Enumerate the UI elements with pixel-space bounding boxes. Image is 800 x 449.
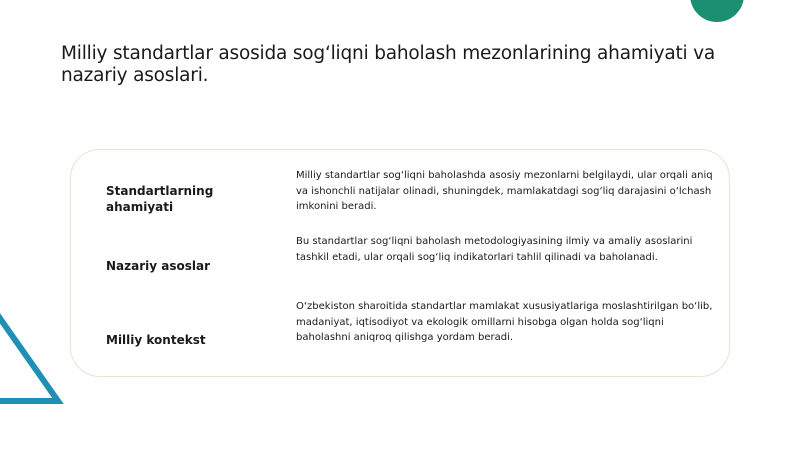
row-heading-standards-importance: Standartlarning ahamiyati bbox=[106, 184, 214, 214]
decorative-triangle bbox=[0, 280, 70, 410]
row-heading-national-context: Milliy kontekst bbox=[106, 333, 206, 347]
row-text-theoretical-basis: Bu standartlar sog‘liqni baholash metodologiyasining ilmiy va amaliy asoslarini tashkil etadi, ular orqali sog‘liq indikatorlari tahlil qilinadi va baholanadi. bbox=[296, 236, 693, 263]
row-text-national-context: O‘zbekiston sharoitida standartlar mamlakat xususiyatlariga moslashtirilgan bo‘lib, madaniyat, iqtisodiyot va ekologik omillarni hisobga olgan holda sog‘liqni baholashni aniqroq qilishga yordam beradi. bbox=[296, 301, 713, 343]
row-text-standards-importance: Milliy standartlar sog‘liqni baholashda asosiy mezonlarni belgilaydi, ular orqali aniq va ishonchli natijalar olinadi, shuningdek, mamlakatdagi sog‘liq darajasini o‘lchash imkonini beradi. bbox=[296, 170, 713, 212]
slide-title: Milliy standartlar asosida sog‘liqni baholash mezonlarining ahamiyati va nazariy asoslari. bbox=[61, 43, 716, 86]
row-heading-theoretical-basis: Nazariy asoslar bbox=[106, 259, 211, 273]
decorative-circle bbox=[690, 0, 744, 22]
